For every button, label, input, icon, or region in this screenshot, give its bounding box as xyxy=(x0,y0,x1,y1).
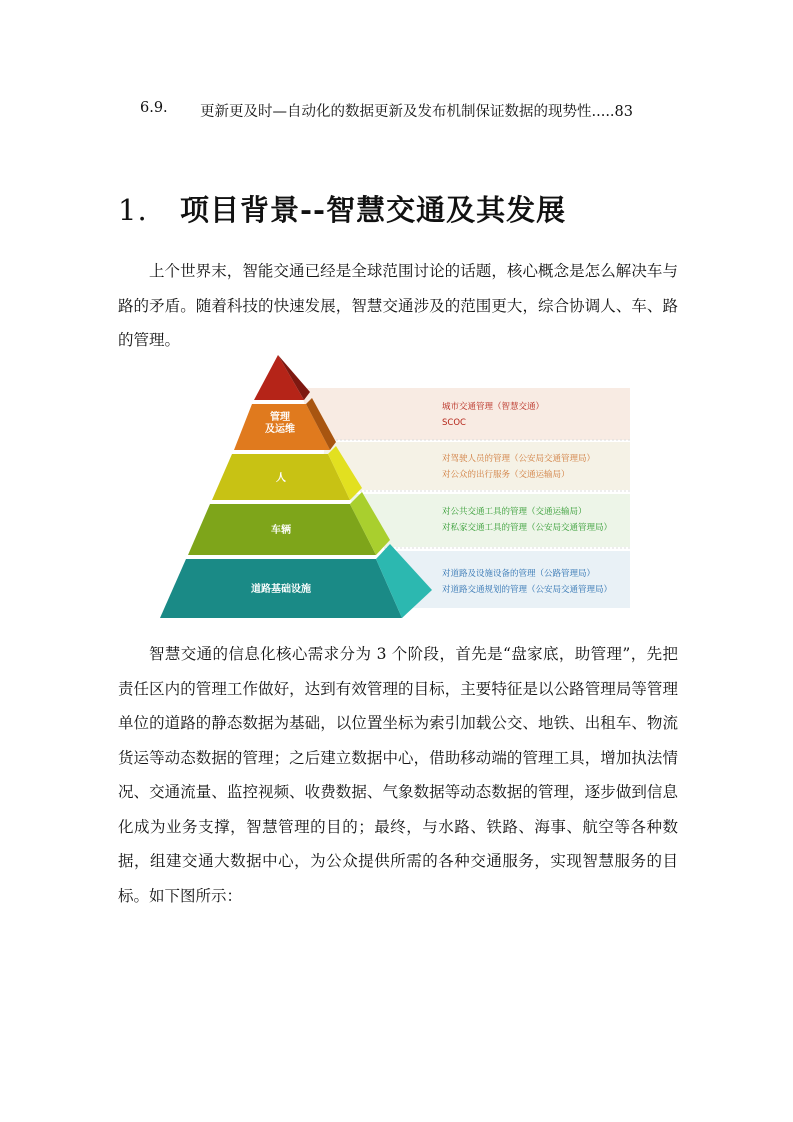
pyramid-figure xyxy=(150,350,640,625)
band-4 xyxy=(390,551,630,608)
desc-4-line2: 对道路交通规划的管理（公安局交通管理局） xyxy=(442,585,613,595)
pyramid-level-people xyxy=(212,446,362,500)
pyramid-diagram xyxy=(150,350,640,625)
desc-2-line1: 对驾驶人员的管理（公安局交通管理局） xyxy=(442,454,596,464)
toc-entry[interactable] xyxy=(140,100,675,121)
level-label-road: 道路基础设施 xyxy=(251,584,311,595)
band-3 xyxy=(350,494,630,547)
desc-1-line2: SCOC xyxy=(442,418,466,428)
toc-number: 6.9. xyxy=(140,100,168,116)
desc-4-line1: 对道路及设施设备的管理（公路管理局） xyxy=(442,569,596,579)
level-label-vehicles: 车辆 xyxy=(271,525,291,536)
level-label-management-2: 及运维 xyxy=(265,424,295,435)
band-1 xyxy=(300,388,630,440)
desc-1-line1: 城市交通管理（智慧交通） xyxy=(442,402,545,412)
paragraph-intro: 上个世界末，智能交通已经是全球范围讨论的话题，核心概念是怎么解决车与路的矛盾。随着科技的快速发展，智慧交通涉及的范围更大，综合协调人、车、路的管理。 xyxy=(118,262,678,349)
desc-2-line2: 对公众的出行服务（交通运输局） xyxy=(442,470,570,480)
pyramid-level-road xyxy=(160,544,432,618)
section-heading xyxy=(118,188,566,229)
desc-3-line1: 对公共交通工具的管理（交通运输局） xyxy=(442,507,587,517)
section-title: 项目背景--智慧交通及其发展 xyxy=(180,193,567,227)
section-number: 1. xyxy=(118,193,148,227)
level-label-people: 人 xyxy=(276,473,286,484)
toc-text: 更新更及时—自动化的数据更新及发布机制保证数据的现势性.....83 xyxy=(200,104,633,120)
pyramid-level-vehicles xyxy=(188,492,390,555)
band-2 xyxy=(320,442,630,490)
level-label-management-1: 管理 xyxy=(270,412,290,423)
desc-3-line2: 对私家交通工具的管理（公安局交通管理局） xyxy=(442,523,613,533)
pyramid-apex xyxy=(254,355,310,400)
paragraph-stages: 智慧交通的信息化核心需求分为 3 个阶段，首先是“盘家底，助管理”，先把责任区内的管理工作做好，达到有效管理的目标，主要特征是以公路管理局等管理单位的道路的静态数据为基础，以位置坐标为索引加载公交、地铁、出租车、物流货运等动态数据的管理；之后建立数据中心，借助移动端的管理工具，增加执法情况、交通流量、监控视频、收费数据、气象数据等动态数据的管理，逐步做到信息化成为业务支撑，智慧管理的目的；最终，与水路、铁路、海事、航空等各种数据，组建交通大数据中心，为公众提供所需的各种交通服务，实现智慧服务的目标。如下图所示： xyxy=(118,645,678,905)
